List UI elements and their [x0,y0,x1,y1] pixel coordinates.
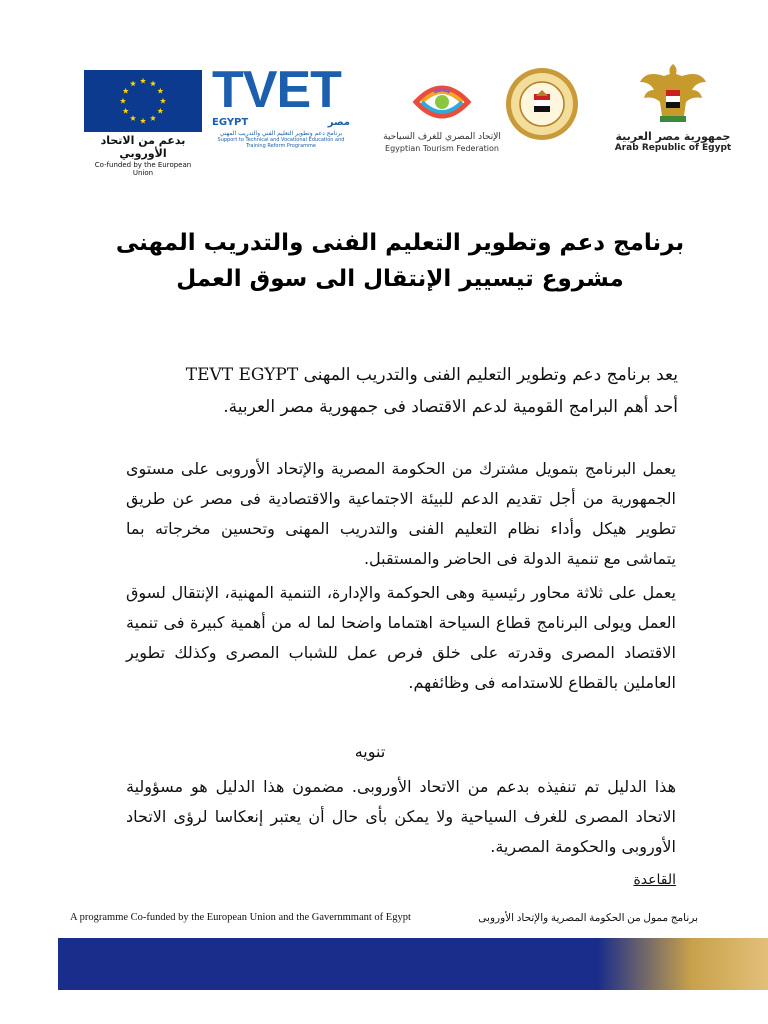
egypt-logo-english: Arab Republic of Egypt [614,143,732,153]
eu-star-icon [140,78,146,84]
etf-logo-arabic: الإتحاد المصري للغرف السياحية [383,132,501,142]
eu-star-icon [150,115,156,121]
eu-star-icon [120,98,126,104]
tvet-logo-misr: مصر [327,117,350,128]
paragraph-program-axes: يعمل على ثلاثة محاور رئيسية وهى الحوكمة والإدارة، التنمية المهنية، الإنتقال لسوق العمل ويولى البرنامج قطاع السياحة اهتماما واضحا لما له من أهمية كبيرة فى تنمية الاقتصاد المصرى وقدرته على خلق فرص عمل للشباب المصرى وكذلك تطوير العاملين بالقطاع للاستدامه فى وظائفهم. [126,583,676,692]
eu-star-icon [123,88,129,94]
eu-flag-icon [84,70,202,132]
etf-logo-english: Egyptian Tourism Federation [385,144,499,153]
page-subtitle: مشروع تيسيير الإنتقال الى سوق العمل [176,266,624,292]
tvet-logo-sub-arabic: برنامج دعم وتطوير التعليم الفني والتدريب المهني [219,130,343,137]
intro-line-1: يعد برنامج دعم وتطوير التعليم الفنى والتدريب المهنى TEVT EGYPT [185,365,678,385]
eu-logo [84,70,202,177]
footer-arabic: برنامج ممول من الحكومة المصرية والإتحاد الأوروبى [478,913,698,924]
egypt-logo-arabic: جمهورية مصر العربية [615,130,731,143]
eu-star-icon [130,115,136,121]
ministry-of-tourism-seal-icon [504,66,580,142]
paragraph-program-funding: يعمل البرنامج بتمويل مشترك من الحكومة المصرية والإتحاد الأوروبى على مستوى الجمهورية من أجل تقديم الدعم للبيئة الاجتماعية والاقتصادية فى مصر عن طريق تطوير هيكل وأداء نظام التعليم الفنى والتدريب المهنى وتحسين مخرجاته بما يتماشى مع تنمية الدولة فى الحاضر والمستقبل. [126,459,676,568]
page-title: برنامج دعم وتطوير التعليم الفنى والتدريب المهنى [115,230,685,256]
eu-star-icon [150,80,156,86]
tvet-logo-word: TVET [212,61,341,119]
egypt-logo [610,60,736,153]
eu-star-icon [123,108,129,114]
notice-title: تنويه [354,742,386,761]
eu-star-icon [157,108,163,114]
etf-eye-icon [412,80,472,124]
eu-star-icon [157,88,163,94]
eu-logo-english: Co-funded by the European Union [94,161,192,177]
footer-gold-accent [598,938,768,990]
etf-logo [382,80,502,153]
intro-line-2: أحد أهم البرامج القومية لدعم الاقتصاد فى جمهورية مصر العربية. [223,397,678,417]
eu-star-icon [140,118,146,124]
footer-english: A programme Co-funded by the European Union and the Gavernmmant of Egypt [70,912,411,923]
logo-strip [80,60,735,177]
eu-star-icon [160,98,166,104]
footer-caption [70,912,698,924]
eu-logo-arabic: بدعم من الاتحاد الأوروبي [100,134,186,160]
notice-text: هذا الدليل تم تنفيذه بدعم من الاتحاد الأوروبى. مضمون هذا الدليل هو مسؤولية الاتحاد المصرى للغرف السياحية ولا يمكن بأى حال أن يعتبر إنعكاسا لرؤى الاتحاد الأوروبى والحكومة المصرية. [126,777,676,856]
tvet-logo-sub-english: Support to Technical and Vocational Education and Training Reform Programme [217,137,345,149]
rule-link[interactable]: القاعدة [633,872,676,888]
tvet-logo-egypt: EGYPT [212,117,249,128]
eu-star-icon [130,80,136,86]
eagle-of-saladin-icon [638,60,708,126]
tvet-logo [212,61,350,149]
